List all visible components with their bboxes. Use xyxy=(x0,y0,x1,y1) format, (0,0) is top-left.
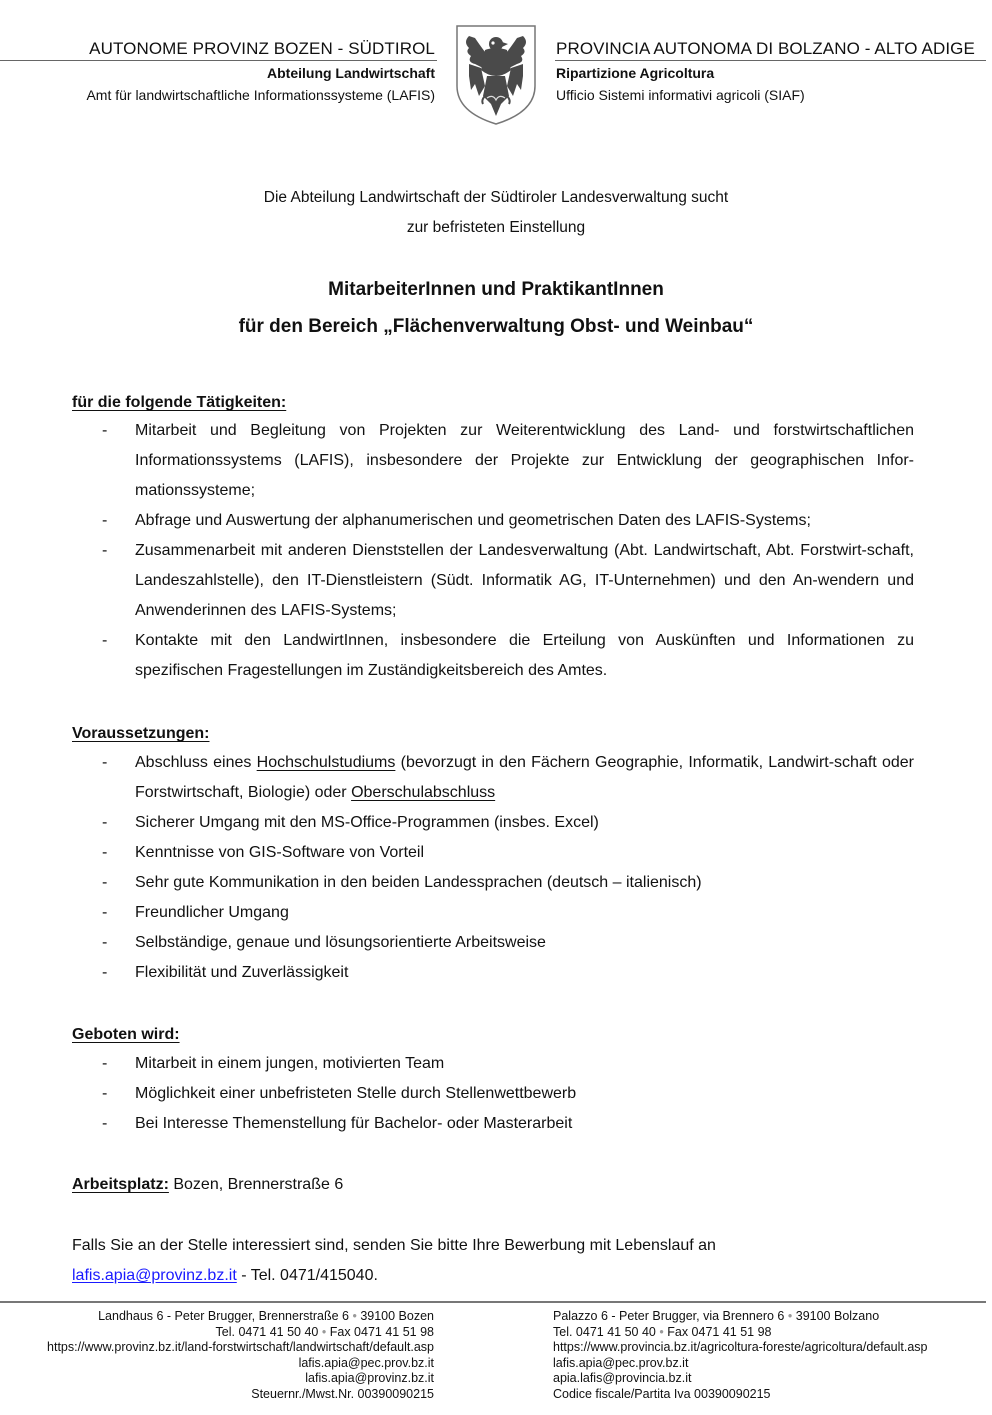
bullet-dash: - xyxy=(102,1115,108,1132)
bullet-dash: - xyxy=(102,934,108,951)
list-item: - Mitarbeit und Begleitung von Projekten zur Weiterentwicklung des Land- und forstwirtschaftlichen Informationssystems (LAFIS), insbesondere der Projekte zur Entwicklung der geographischen Infor-mationssysteme; xyxy=(72,416,914,506)
department-name-it: Ripartizione Agricoltura xyxy=(556,65,715,81)
bullet-dash: - xyxy=(102,1055,108,1072)
intro-text xyxy=(0,183,992,243)
workplace xyxy=(72,1175,343,1195)
requirements-list xyxy=(72,748,914,988)
letterhead-rule-right xyxy=(555,60,986,61)
province-name-it: PROVINCIA AUTONOMA DI BOLZANO - ALTO ADIGE xyxy=(556,39,975,58)
footer-rule xyxy=(0,1301,986,1303)
bullet-dash: - xyxy=(102,512,108,529)
bullet-dash: - xyxy=(102,814,108,831)
office-name-it: Ufficio Sistemi informativi agricoli (SIAF) xyxy=(556,87,805,103)
footer-email-de[interactable]: lafis.apia@provinz.bz.it xyxy=(305,1371,434,1386)
list-item: - Selbständige, genaue und lösungsorientierte Arbeitsweise xyxy=(72,928,914,958)
province-name-de: AUTONOME PROVINZ BOZEN - SÜDTIROL xyxy=(89,39,435,58)
workplace-value: Bozen, Brennerstraße 6 xyxy=(168,1176,344,1193)
apply-phone: - Tel. 0471/415040. xyxy=(236,1267,378,1284)
bullet-dash: - xyxy=(102,874,108,891)
list-item: - Zusammenarbeit mit anderen Dienststellen der Landesverwaltung (Abt. Landwirtschaft, Abt. Forstwirt-schaft, Landeszahlstelle), den IT-Dienstleistern (Südt. Informatik AG, IT-Unternehmen) und den An-wendern und Anwenderinnen des LAFIS-Systems; xyxy=(72,536,914,626)
list-item: - Freundlicher Umgang xyxy=(72,898,914,928)
list-item: - Abschluss eines Hochschulstudiums (bevorzugt in den Fächern Geographie, Informatik, Landwirt-schaft oder Forstwirtschaft, Biologie) oder Oberschulabschluss xyxy=(72,748,914,808)
list-item: - Flexibilität und Zuverlässigkeit xyxy=(72,958,914,988)
letterhead-italian xyxy=(556,40,975,102)
offer-list xyxy=(72,1049,914,1139)
letterhead-german xyxy=(86,40,435,102)
intro-line-1: Die Abteilung Landwirtschaft der Südtiroler Landesverwaltung sucht xyxy=(263,189,729,206)
office-name-de: Amt für landwirtschaftliche Informationssysteme (LAFIS) xyxy=(86,87,435,103)
footer-pec-de[interactable]: lafis.apia@pec.prov.bz.it xyxy=(298,1355,434,1370)
footer-address-de: Landhaus 6 - Peter Brugger, Brennerstraße 6 • 39100 Bozen xyxy=(98,1309,434,1323)
footer-tax-de: Steuernr./Mwst.Nr. 00390090215 xyxy=(251,1386,434,1401)
footer-tax-it: Codice fiscale/Partita Iva 00390090215 xyxy=(553,1386,771,1401)
footer-phone-it: Tel. 0471 41 50 40 • Fax 0471 41 51 98 xyxy=(553,1324,772,1339)
job-title xyxy=(0,271,992,345)
list-item: - Abfrage und Auswertung der alphanumerischen und geometrischen Daten des LAFIS-Systems; xyxy=(72,506,914,536)
list-item: - Mitarbeit in einem jungen, motivierten Team xyxy=(72,1049,914,1079)
intro-line-2: zur befristeten Einstellung xyxy=(406,219,586,236)
application-instructions xyxy=(72,1231,716,1291)
footer-url-de[interactable]: https://www.provinz.bz.it/land-forstwirtschaft/landwirtschaft/default.asp xyxy=(47,1340,434,1355)
degree-university: Hochschulstudiums xyxy=(256,754,396,771)
bullet-dash: - xyxy=(102,964,108,981)
apply-email-link[interactable]: lafis.apia@provinz.bz.it xyxy=(72,1267,237,1284)
offer-heading: Geboten wird: xyxy=(72,1026,180,1043)
letterhead-rule-left xyxy=(0,60,437,61)
workplace-label: Arbeitsplatz: xyxy=(72,1176,169,1193)
footer-url-it[interactable]: https://www.provincia.bz.it/agricoltura-foreste/agricoltura/default.asp xyxy=(553,1340,928,1355)
footer-italian xyxy=(553,1309,927,1403)
bullet-dash: - xyxy=(102,904,108,921)
bullet-separator-icon: • xyxy=(321,1324,327,1339)
bullet-dash: - xyxy=(102,422,108,439)
bullet-dash: - xyxy=(102,844,108,861)
eagle-coat-of-arms-icon xyxy=(455,24,537,126)
footer-phone-de: Tel. 0471 41 50 40 • Fax 0471 41 51 98 xyxy=(215,1324,434,1339)
list-item: - Sehr gute Kommunikation in den beiden Landessprachen (deutsch – italienisch) xyxy=(72,868,914,898)
list-item: - Möglichkeit einer unbefristeten Stelle durch Stellenwettbewerb xyxy=(72,1079,914,1109)
bullet-dash: - xyxy=(102,542,108,559)
list-item: - Kontakte mit den LandwirtInnen, insbesondere die Erteilung von Auskünften und Informationen zu spezifischen Fragestellungen im Zuständigkeitsbereich des Amtes. xyxy=(72,626,914,686)
list-item: - Bei Interesse Themenstellung für Bachelor- oder Masterarbeit xyxy=(72,1109,914,1139)
department-name-de: Abteilung Landwirtschaft xyxy=(267,65,435,81)
bullet-dash: - xyxy=(102,632,108,649)
bullet-separator-icon: • xyxy=(787,1309,793,1323)
bullet-dash: - xyxy=(102,754,108,771)
bullet-separator-icon: • xyxy=(352,1309,357,1323)
tasks-heading: für die folgende Tätigkeiten: xyxy=(72,394,287,411)
job-title-line-2: für den Bereich „Flächenverwaltung Obst- und Weinbau“ xyxy=(238,316,754,337)
bullet-separator-icon: • xyxy=(659,1324,664,1339)
footer-pec-it[interactable]: lafis.apia@pec.prov.bz.it xyxy=(553,1355,689,1370)
footer-address-it: Palazzo 6 - Peter Brugger, via Brennero 6 • 39100 Bolzano xyxy=(553,1309,880,1323)
footer-email-it[interactable]: apia.lafis@provincia.bz.it xyxy=(553,1371,692,1386)
list-item: - Sicherer Umgang mit den MS-Office-Programmen (insbes. Excel) xyxy=(72,808,914,838)
job-title-line-1: MitarbeiterInnen und PraktikantInnen xyxy=(328,279,664,300)
apply-text: Falls Sie an der Stelle interessiert sind, senden Sie bitte Ihre Bewerbung mit Lebenslauf an xyxy=(72,1237,716,1254)
requirements-heading: Voraussetzungen: xyxy=(72,725,210,742)
footer-german xyxy=(47,1309,434,1403)
bullet-dash: - xyxy=(102,1085,108,1102)
list-item: - Kenntnisse von GIS-Software von Vorteil xyxy=(72,838,914,868)
degree-highschool: Oberschulabschluss xyxy=(351,784,496,801)
tasks-list xyxy=(72,416,914,686)
